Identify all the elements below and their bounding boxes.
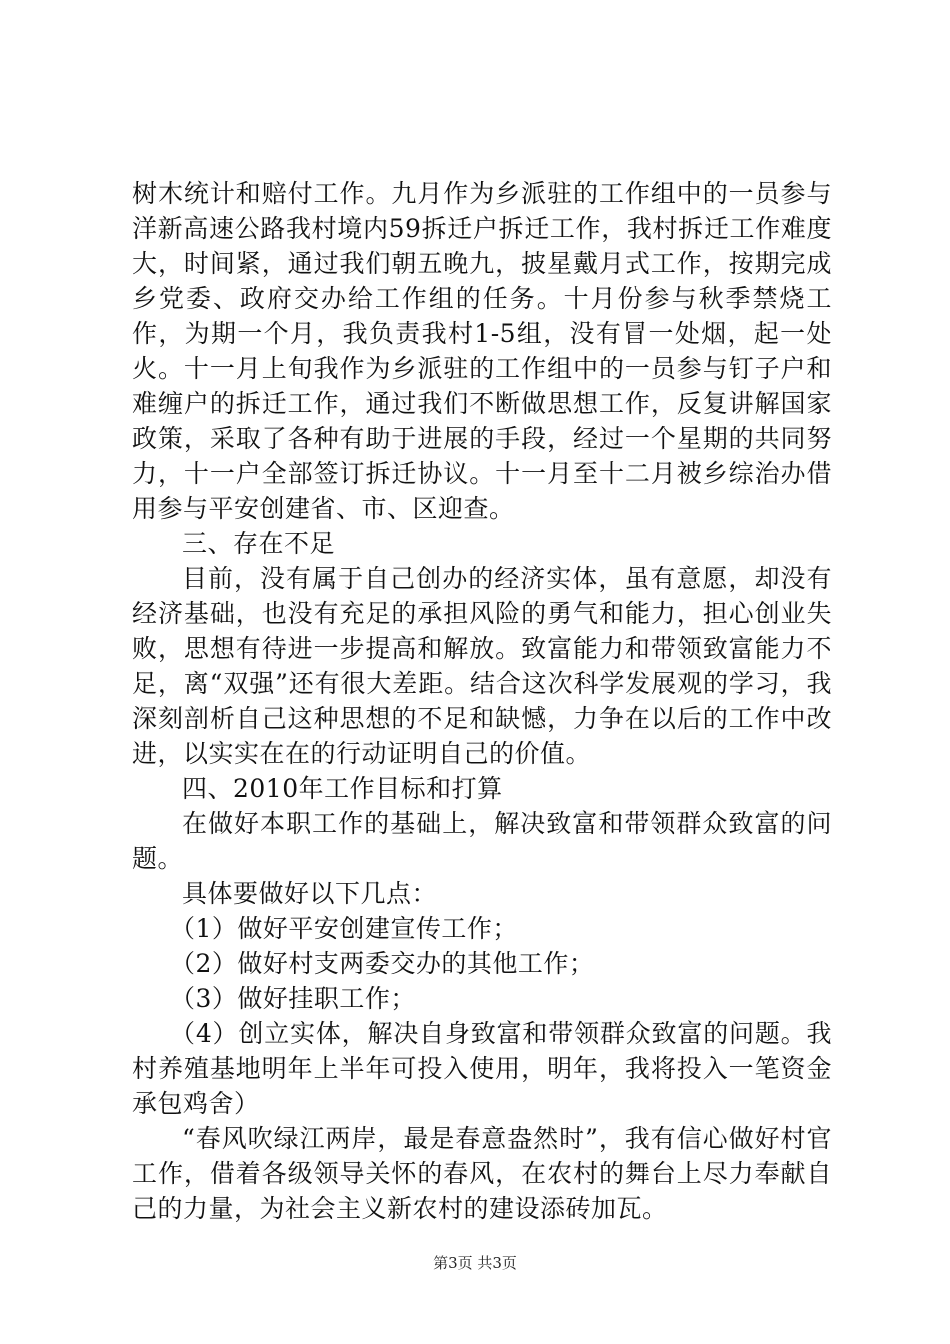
- paragraph-list-intro: 具体要做好以下几点：: [182, 879, 438, 908]
- list-item-2: （2）做好村支两委交办的其他工作；: [170, 949, 595, 978]
- paragraph-demolition-work: 树木统计和赔付工作。九月作为乡派驻的工作组中的一员参与洋新高速公路我村境内59拆迁户拆迁工作，我村拆迁工作难度大，时间紧，通过我们朝五晚九，披星戴月式工作，按期完成乡党委、政府交办给工作组的任务。十月份参与秋季禁烧工作，为期一个月，我负责我村1-5组，没有冒一处烟，起一处火。十一月上旬我作为乡派驻的工作组中的一员参与钉子户和难缠户的拆迁工作，通过我们不断做思想工作，反复讲解国家政策，采取了各种有助于进展的手段，经过一个星期的共同努力，十一户全部签订拆迁协议。十一月至十二月被乡综治办借用参与平安创建省、市、区迎查。: [132, 179, 832, 523]
- paragraph-shortcomings: 目前，没有属于自己创办的经济实体，虽有意愿，却没有经济基础，也没有充足的承担风险的勇气和能力，担心创业失败，思想有待进一步提高和解放。致富能力和带领致富能力不足，离“双强”还有很大差距。结合这次科学发展观的学习，我深刻剖析自己这种思想的不足和缺憾，力争在以后的工作中改进，以实实在在的行动证明自己的价值。: [132, 564, 832, 768]
- list-item-1: （1）做好平安创建宣传工作；: [170, 914, 518, 943]
- paragraph-closing: “春风吹绿江两岸，最是春意盎然时”，我有信心做好村官工作，借着各级领导关怀的春风，在农村的舞台上尽力奉献自己的力量，为社会主义新农村的建设添砖加瓦。: [132, 1124, 832, 1223]
- heading-shortcomings: 三、存在不足: [182, 529, 336, 558]
- heading-2010-goals: 四、2010年工作目标和打算: [182, 774, 503, 803]
- document-body: [132, 176, 832, 1226]
- list-item-3: （3）做好挂职工作；: [170, 984, 416, 1013]
- paragraph-goal-summary: 在做好本职工作的基础上，解决致富和带领群众致富的问题。: [132, 809, 832, 873]
- page-number-footer: 第3页 共3页: [433, 1254, 517, 1272]
- list-item-4: （4）创立实体，解决自身致富和带领群众致富的问题。我村养殖基地明年上半年可投入使用，明年，我将投入一笔资金承包鸡舍）: [132, 1019, 832, 1118]
